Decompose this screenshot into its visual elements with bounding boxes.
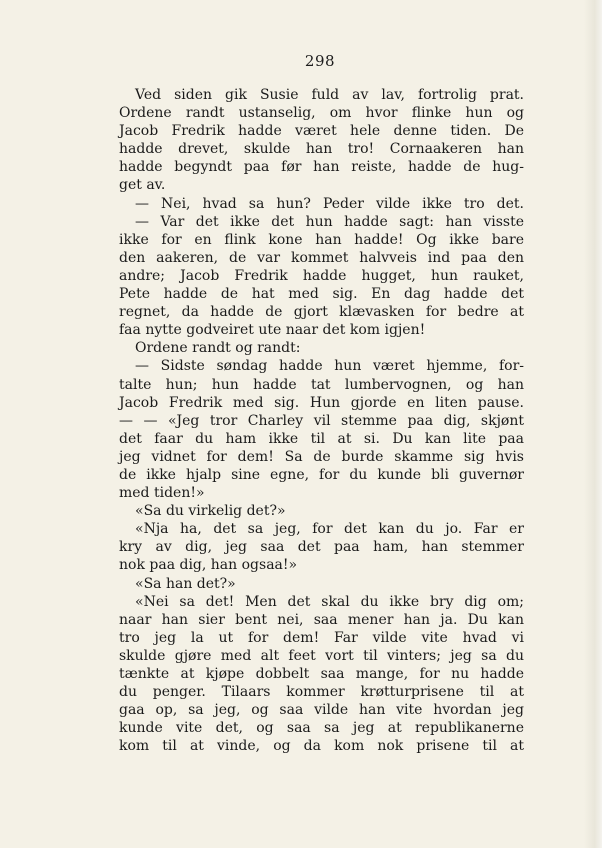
text-line: «Nja ha, det sa jeg, for det kan du jo. Far er (135, 521, 524, 538)
text-line: «Sa du virkelig det?» (135, 503, 286, 520)
text-line: gaa op, sa jeg, og saa vilde han vite hvordan jeg (119, 702, 524, 719)
text-line: det faar du ham ikke til at si. Du kan lite paa (119, 430, 524, 447)
text-line: naar han sier bent nei, saa mener han ja. Du kan (119, 611, 524, 628)
text-line: tro jeg la ut for dem! Far vilde vite hvad vi (119, 629, 524, 646)
text-line: — Sidste søndag hadde hun været hjemme, for- (135, 358, 524, 375)
text-line: kunde vite det, og saa sa jeg at republikanerne (119, 720, 524, 737)
text-line: Jacob Fredrik med sig. Hun gjorde en liten pause. (119, 394, 524, 411)
text-line: Ordene randt og randt: (135, 340, 301, 357)
text-line: hadde begyndt paa før han reiste, hadde de hug- (119, 159, 524, 176)
text-line: — Var det ikke det hun hadde sagt: han visste (135, 213, 524, 230)
text-line: med tiden!» (119, 485, 205, 502)
text-line: Ordene randt ustanselig, om hvor flinke hun og (119, 105, 524, 122)
page-number: 298 (304, 52, 336, 70)
page-edge-shadow (584, 0, 602, 848)
text-line: de ikke hjalp sine egne, for du kunde bli guvernør (119, 466, 524, 483)
text-line: ikke for en flink kone han hadde! Og ikke bare (119, 231, 524, 248)
body-text (119, 86, 524, 755)
text-line: skulde gjøre med alt feet vort til vinters; jeg sa du (119, 647, 524, 664)
text-line: nok paa dig, han ogsaa!» (119, 557, 298, 574)
text-line: regnet, da hadde de gjort klævasken for bedre at (119, 304, 524, 321)
text-line: jeg vidnet for dem! Sa de burde skamme sig hvis (119, 448, 524, 465)
text-line: du penger. Tilaars kommer krøtturprisene til at (119, 684, 524, 701)
text-line: Pete hadde de hat med sig. En dag hadde det (119, 286, 524, 303)
text-line: hadde drevet, skulde han tro! Cornaakeren han (119, 141, 524, 158)
text-line: faa nytte godveiret ute naar det kom igjen! (119, 322, 426, 339)
text-line: «Sa han det?» (135, 575, 236, 592)
text-line: talte hun; hun hadde tat lumbervognen, og han (119, 376, 524, 393)
text-line: — — «Jeg tror Charley vil stemme paa dig, skjønt (119, 412, 524, 429)
text-line: kry av dig, jeg saa det paa ham, han stemmer (119, 539, 524, 556)
text-line: get av. (119, 177, 166, 194)
text-line: andre; Jacob Fredrik hadde hugget, hun rauket, (119, 267, 524, 284)
text-line: «Nei sa det! Men det skal du ikke bry dig om; (135, 593, 524, 610)
text-line: kom til at vinde, og da kom nok prisene til at (119, 738, 524, 755)
text-line: den aakeren, de var kommet halvveis ind paa den (119, 249, 524, 266)
text-line: tænkte at kjøpe dobbelt saa mange, for nu hadde (119, 666, 524, 682)
text-line: Jacob Fredrik hadde været hele denne tiden. De (119, 123, 524, 140)
text-line: — Nei, hvad sa hun? Peder vilde ikke tro det. (135, 195, 524, 212)
text-line: Ved siden gik Susie fuld av lav, fortrolig prat. (135, 87, 524, 103)
